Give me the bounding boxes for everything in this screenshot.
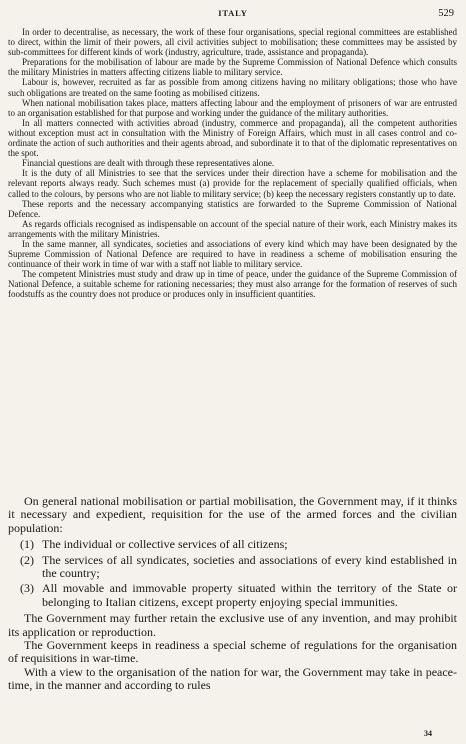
paragraph: Preparations for the mobilisation of labour are made by the Supreme Commission of National Defence which consults the military Ministries in matters affecting citizens liable to military service.: [8, 57, 457, 78]
large-print-section: [8, 495, 457, 693]
requisition-list: [8, 538, 457, 609]
list-item: [8, 582, 457, 609]
paragraph: The competent Ministries must study and draw up in time of peace, under the guidance of the Supreme Commission of National Defence, a suitable scheme for rationing necessaries; they must also arrange for the formation of reserves of such foodstuffs as the country does not produce or produces only in insufficient quantities.: [8, 269, 457, 300]
paragraph: In the same manner, all syndicates, societies and associations of every kind which may have been designated by the Supreme Commission of National Defence are required to have in readiness a scheme of mobilisation ensuring the continuance of their work in time of war with a staff not liable to military service.: [8, 238, 457, 270]
list-item-text: All movable and immovable property situated within the territory of the State or belonging to Italian citizens, except property enjoying special immunities.: [42, 581, 457, 609]
running-title: ITALY: [218, 8, 248, 18]
paragraph: The Government may further retain the exclusive use of any invention, and may prohibit its application or reproduction.: [8, 611, 457, 639]
paragraph: It is the duty of all Ministries to see that the services under their direction have a scheme for mobilisation and the relevant reports always ready. Such schemes must (a) provide for the replacement of specially qualified officials, when called to the colours, by persons who are not liable to military service; (b) keep the necessary registers constantly up to date.: [8, 168, 457, 199]
lead-paragraph: On general national mobilisation or partial mobilisation, the Government may, if it thinks it necessary and expedient, requisition for the use of the armed forces and the civilian population:: [8, 494, 457, 535]
paragraph: When national mobilisation takes place, matters affecting labour and the employment of prisoners of war are entrusted to an organisation established for that purpose and working under the guidance of the military authorities.: [8, 97, 457, 118]
signature-mark: 34: [424, 729, 432, 738]
list-item: [8, 554, 457, 581]
paragraph: Financial questions are dealt with through these representatives alone.: [22, 158, 275, 169]
list-item-number: (1): [20, 537, 34, 552]
paragraph: In all matters connected with activities abroad (industry, commerce and propaganda), all the competent authorities without exception must act in consultation with the Ministry of Foreign Affairs, which must in all cases control and co-ordinate the action of such authorities and their agents abroad, and subordinate it to that of the diplomatic representatives on the spot.: [8, 117, 457, 159]
list-item-number: (3): [20, 581, 34, 596]
list-item: [8, 538, 457, 551]
paragraph: Labour is, however, recruited as far as possible from among citizens having no military obligations; those who have such obligations are treated on the same footing as mobilised citizens.: [8, 77, 457, 98]
list-item-number: (2): [20, 552, 34, 567]
paragraph: These reports and the necessary accompanying statistics are forwarded to the Supreme Commission of National Defence.: [8, 198, 457, 219]
page-header: [0, 8, 466, 22]
list-item-text: The individual or collective services of all citizens;: [42, 537, 288, 552]
paragraph: As regards officials recognised as indispensable on account of the special nature of their work, each Ministry makes its arrangements with the military Ministries.: [8, 218, 457, 239]
paragraph: The Government keeps in readiness a special scheme of regulations for the organisation of requisitions in war-time.: [8, 638, 457, 666]
paragraph: In order to decentralise, as necessary, the work of these four organisations, special regional committees are established to direct, within the limit of their powers, all civil activities subject to mobilisation; these committees may be assisted by sub-committees for different kinds of work (industry, agriculture, trade, assistance and propaganda).: [8, 27, 457, 58]
page-number: 529: [438, 8, 454, 19]
list-item-text: The services of all syndicates, societies and associations of every kind established in the country;: [42, 552, 457, 581]
small-print-section: [8, 27, 457, 300]
paragraph: With a view to the organisation of the nation for war, the Government may take in peace-time, in the manner and according to rules: [8, 664, 457, 693]
